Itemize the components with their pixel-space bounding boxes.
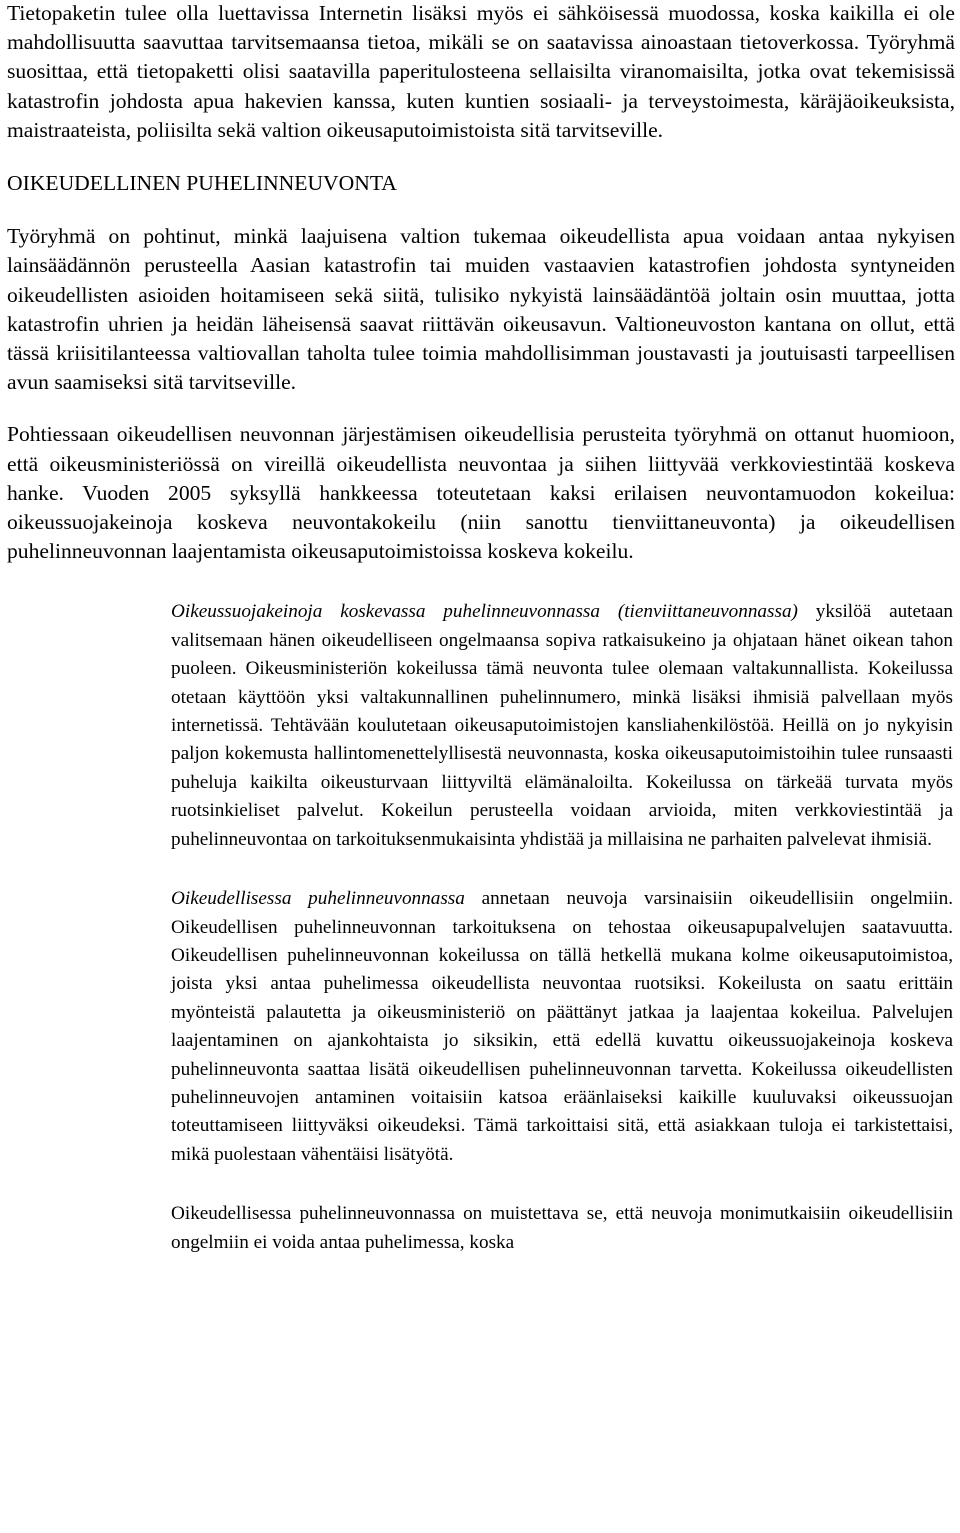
body-paragraph: Pohtiessaan oikeudellisen neuvonnan järjestämisen oikeudellisia perusteita työryhmä on ottanut huomioon, että oikeusministeriössä on vireillä oikeudellista neuvontaa ja siihen liittyvää verkkoviestintää koskeva hanke. Vuoden 2005 syksyllä hankkeessa toteutetaan kaksi erilaisen neuvontamuodon kokeilua: oikeussuojakeinoja koskeva neuvontakokeilu (niin sanottu tienviittaneuvonta) ja oikeudellisen puhelinneuvonnan laajentamista oikeusaputoimistoissa koskeva kokeilu.: [7, 422, 955, 564]
paragraph-text: annetaan neuvoja varsinaisiin oikeudellisiin ongelmiin. Oikeudellisen puhelinneuvonnan tarkoituksena on tehostaa oikeusapupalvelujen saatavuutta. Oikeudellisen puhelinneuvonnan kokeilussa on tällä hetkellä mukana kolme oikeusaputoimistoa, joista yksi antaa puhelimessa oikeudellista neuvontaa ruotsiksi. Kokeilusta on saatu erittäin myönteistä palautetta ja oikeusministeriö on päättänyt jatkaa ja laajentaa kokeilua. Palvelujen laajentaminen on ajankohtaista jo siksikin, että edellä kuvattu oikeussuojakeinoja koskeva puhelinneuvonta saattaa lisätä oikeudellisen puhelinneuvonnan tarvetta. Kokeilussa oikeudellisten puhelinneuvojen antaminen voitaisiin katsoa eräänlaiseksi kaikille kuuluvaksi oikeussuojan toteuttamiseen liittyväksi oikeudeksi. Tämä tarkoittaisi sitä, että asiakkaan tuloja ei tarkistettaisi, mikä puolestaan vähentäisi lisätyötä.: [171, 888, 954, 1165]
paragraph-text: yksilöä autetaan valitsemaan hänen oikeudelliseen ongelmaansa sopiva ratkaisukeino ja ohjataan hänet oikean tahon puoleen. Oikeusministeriön kokeilussa tämä neuvonta tulee olemaan valtakunnallista. Kokeilussa otetaan käyttöön yksi valtakunnallinen puhelinnumero, minkä lisäksi ihmisiä palvellaan myös internetissä. Tehtävään koulutetaan oikeusaputoimistojen kansliahenkilöstöä. Heillä on jo nykyisin paljon kokemusta hallintomenettelyllisestä neuvonnasta, koska oikeusaputoimistoihin tulee runsaasti puheluja kaikilta oikeusturvaan liittyviltä elämänaloilta. Kokeilussa on tärkeää turvata myös ruotsinkieliset palvelut. Kokeilun perusteella voidaan arvioida, miten verkkoviestintää ja puhelinneuvontaa on tarkoituksenmukaisinta yhdistää ja millaisina ne parhaiten palvelevat ihmisiä.: [171, 601, 953, 850]
indented-paragraph: [171, 598, 953, 854]
body-paragraph: Työryhmä on pohtinut, minkä laajuisena valtion tukemaa oikeudellista apua voidaan antaa nykyisen lainsäädännön perusteella Aasian katastrofin tai muiden vastaavien katastrofien johdosta syntyneiden oikeudellisten asioiden hoitamiseen sekä siitä, tulisiko nykyistä lainsäädäntöä joltain osin muuttaa, jotta katastrofin uhrien ja heidän läheisensä saavat riittävän oikeusavun. Valtioneuvoston kantana on ollut, että tässä kriisitilanteessa valtiovallan taholta tulee toimia mahdollisimman joustavasti ja joutuisasti tarpeellisen avun saamiseksi sitä tarvitseville.: [7, 224, 955, 395]
indented-paragraph: [171, 885, 953, 1169]
document-page: [7, 0, 955, 1257]
section-heading: OIKEUDELLINEN PUHELINNEUVONTA: [7, 171, 397, 196]
italic-term: Oikeussuojakeinoja koskevassa puhelinneuvonnassa (tienviittaneuvonnassa): [171, 601, 798, 623]
italic-term: Oikeudellisessa puhelinneuvonnassa: [171, 888, 465, 910]
intro-paragraph: Tietopaketin tulee olla luettavissa Internetin lisäksi myös ei sähköisessä muodossa, koska kaikilla ei ole mahdollisuutta saavuttaa tarvitsemaansa tietoa, mikäli se on saatavissa ainoastaan tietoverkossa. Työryhmä suosittaa, että tietopaketti olisi saatavilla paperitulosteena sellaisilta viranomaisilta, jotka ovat tekemisissä katastrofin johdosta apua hakevien kanssa, kuten kuntien sosiaali- ja terveystoimesta, käräjäoikeuksista, maistraateista, poliisilta sekä valtion oikeusaputoimistoista sitä tarvitseville.: [7, 1, 955, 142]
indented-paragraph: Oikeudellisessa puhelinneuvonnassa on muistettava se, että neuvoja monimutkaisiin oikeudellisiin ongelmiin ei voida antaa puhelimessa, koska: [171, 1203, 953, 1253]
